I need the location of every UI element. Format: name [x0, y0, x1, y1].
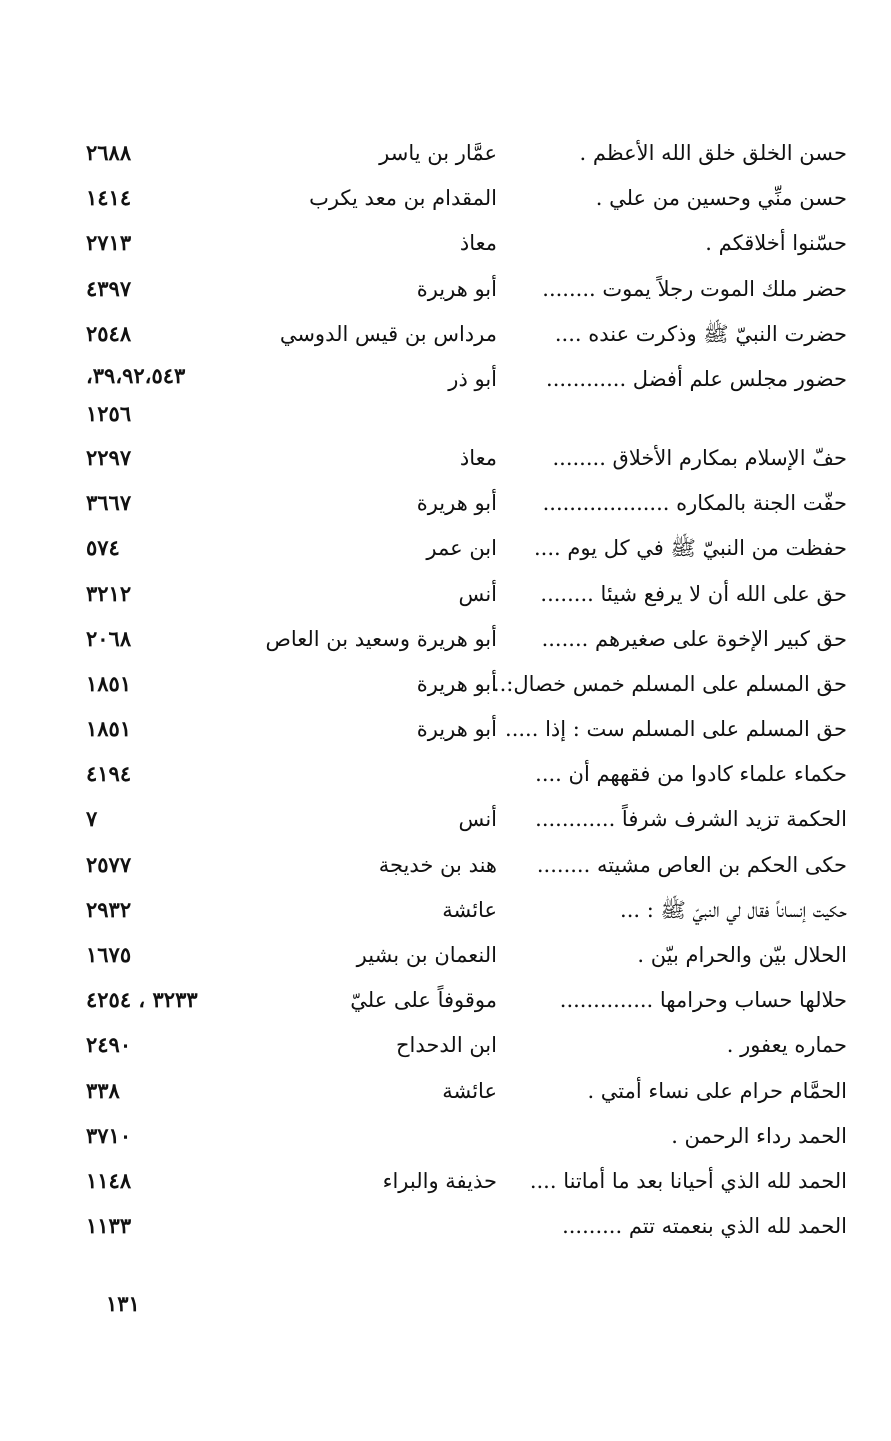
hadith-number: ١١٤٨: [86, 1167, 132, 1193]
index-row: [0, 357, 891, 436]
hadith-number: ١٨٥١: [86, 716, 132, 742]
index-row: [0, 526, 891, 571]
index-row: [0, 312, 891, 357]
hadith-phrase: حكماء علماء كادوا من فقههم أن ....: [535, 762, 847, 787]
narrator: أبو هريرة: [416, 671, 497, 696]
narrator: ابن عمر: [426, 536, 497, 561]
index-row: [0, 933, 891, 978]
hadith-phrase: الحكمة تزيد الشرف شرفاً ............: [535, 807, 847, 832]
hadith-phrase: حسن منِّي وحسين من علي .: [595, 186, 847, 211]
hadith-number: ٧: [86, 806, 98, 832]
index-row: [0, 707, 891, 752]
index-row: [0, 131, 891, 176]
narrator: أبو هريرة: [416, 717, 497, 742]
index-row: [0, 662, 891, 707]
hadith-phrase: الحلال بيّن والحرام بيّن .: [637, 943, 847, 967]
hadith-number: ٢٥٧٧: [86, 851, 132, 877]
hadith-phrase: الحمد لله الذي أحيانا بعد ما أماتنا ....: [529, 1168, 847, 1193]
index-row: [0, 617, 891, 662]
index-row: [0, 221, 891, 266]
hadith-phrase: حفّ الإسلام بمكارم الأخلاق ........: [552, 445, 847, 470]
hadith-number: ٣٢١٢: [86, 580, 132, 606]
hadith-phrase: حضرت النبيّ ﷺ وذكرت عنده ....: [554, 321, 847, 346]
hadith-number: ١٦٧٥: [86, 942, 132, 967]
hadith-phrase: حق المسلم على المسلم ست : إذا .....: [505, 717, 847, 742]
hadith-number: ٢٧١٣: [86, 230, 132, 256]
hadith-phrase: حق المسلم على المسلم خمس خصال:..: [492, 671, 847, 696]
hadith-number: ٢٦٨٨: [86, 140, 132, 165]
hadith-phrase: حفّت الجنة بالمكاره ...................: [542, 491, 847, 516]
index-row: [0, 481, 891, 526]
index-row: [0, 1023, 891, 1068]
narrator: معاذ: [459, 445, 497, 470]
index-row: [0, 1114, 891, 1159]
hadith-number: ٣٩،٩٢،٥٤٣، ١٢٥٦: [86, 362, 186, 426]
hadith-phrase: حلالها حساب وحرامها ..............: [559, 988, 847, 1013]
narrator: ابن الدحداح: [396, 1033, 497, 1058]
index-row: [0, 1069, 891, 1114]
hadith-number: ٥٧٤: [86, 535, 120, 561]
index-row: [0, 978, 891, 1023]
hadith-number: ٢٩٣٢: [86, 896, 132, 922]
hadith-phrase: الحمَّام حرام على نساء أمتي .: [587, 1078, 847, 1103]
narrator: عائشة: [442, 897, 497, 922]
hadith-number: ٣٣٨: [86, 1077, 120, 1103]
hadith-phrase: حضور مجلس علم أفضل ............: [546, 366, 847, 391]
narrator: عمَّار بن ياسر: [379, 141, 497, 165]
hadith-number: ٣٧١٠: [86, 1122, 132, 1148]
index-row: [0, 1204, 891, 1249]
index-row: [0, 436, 891, 481]
hadith-number: ٢٤٩٠: [86, 1032, 132, 1058]
hadith-phrase: حكيت إنساناً فقال لي النبيّ ﷺ : ...: [620, 897, 847, 922]
hadith-number: ٢٠٦٨: [86, 625, 132, 651]
narrator: عائشة: [442, 1078, 497, 1103]
index-row: [0, 752, 891, 797]
hadith-phrase: حضر ملك الموت رجلاً يموت ........: [542, 276, 847, 301]
hadith-phrase: حكى الحكم بن العاص مشيته ........: [536, 852, 847, 877]
index-row: [0, 176, 891, 221]
hadith-index: [0, 131, 891, 1249]
narrator: أبو هريرة: [416, 276, 497, 301]
narrator: أنس: [458, 581, 497, 606]
index-row: [0, 843, 891, 888]
narrator: النعمان بن بشير: [356, 943, 497, 967]
hadith-number: ١٤١٤: [86, 185, 132, 211]
hadith-phrase: حسّنوا أخلاقكم .: [705, 231, 847, 256]
narrator: معاذ: [459, 231, 497, 256]
hadith-number: ٣٢٣٣ ، ٤٢٥٤: [86, 987, 198, 1013]
index-row: [0, 267, 891, 312]
hadith-number: ٣٦٦٧: [86, 490, 132, 516]
hadith-number: ١١٣٣: [86, 1213, 132, 1239]
index-row: [0, 797, 891, 842]
hadith-phrase: حفظت من النبيّ ﷺ في كل يوم ....: [533, 536, 847, 561]
hadith-number: ٤٣٩٧: [86, 275, 132, 301]
index-row: [0, 888, 891, 933]
hadith-phrase: الحمد رداء الرحمن .: [671, 1123, 847, 1148]
narrator: مرداس بن قيس الدوسي: [279, 321, 497, 346]
hadith-number: ٤١٩٤: [86, 761, 132, 787]
hadith-number: ٢٥٤٨: [86, 320, 132, 346]
hadith-number: ١٨٥١: [86, 670, 132, 696]
narrator: هند بن خديجة: [378, 852, 497, 877]
hadith-number: ٢٢٩٧: [86, 444, 132, 470]
narrator: أنس: [458, 807, 497, 832]
page-number: ١٣١: [106, 1291, 140, 1316]
narrator: حذيفة والبراء: [382, 1168, 497, 1193]
hadith-phrase: حق على الله أن لا يرفع شيئا ........: [540, 581, 847, 606]
index-row: [0, 1159, 891, 1204]
hadith-phrase: حسن الخلق خلق الله الأعظم .: [579, 141, 847, 165]
narrator: أبو هريرة: [416, 491, 497, 516]
narrator: أبو ذر: [448, 366, 497, 391]
narrator: موقوفاً على عليّ: [350, 988, 497, 1013]
index-row: [0, 572, 891, 617]
hadith-phrase: حق كبير الإخوة على صغيرهم .......: [541, 626, 847, 651]
hadith-phrase: الحمد لله الذي بنعمته تتم .........: [562, 1214, 847, 1239]
narrator: المقدام بن معد يكرب: [309, 186, 497, 211]
hadith-phrase: حماره يعفور .: [726, 1033, 847, 1058]
narrator: أبو هريرة وسعيد بن العاص: [265, 626, 497, 651]
